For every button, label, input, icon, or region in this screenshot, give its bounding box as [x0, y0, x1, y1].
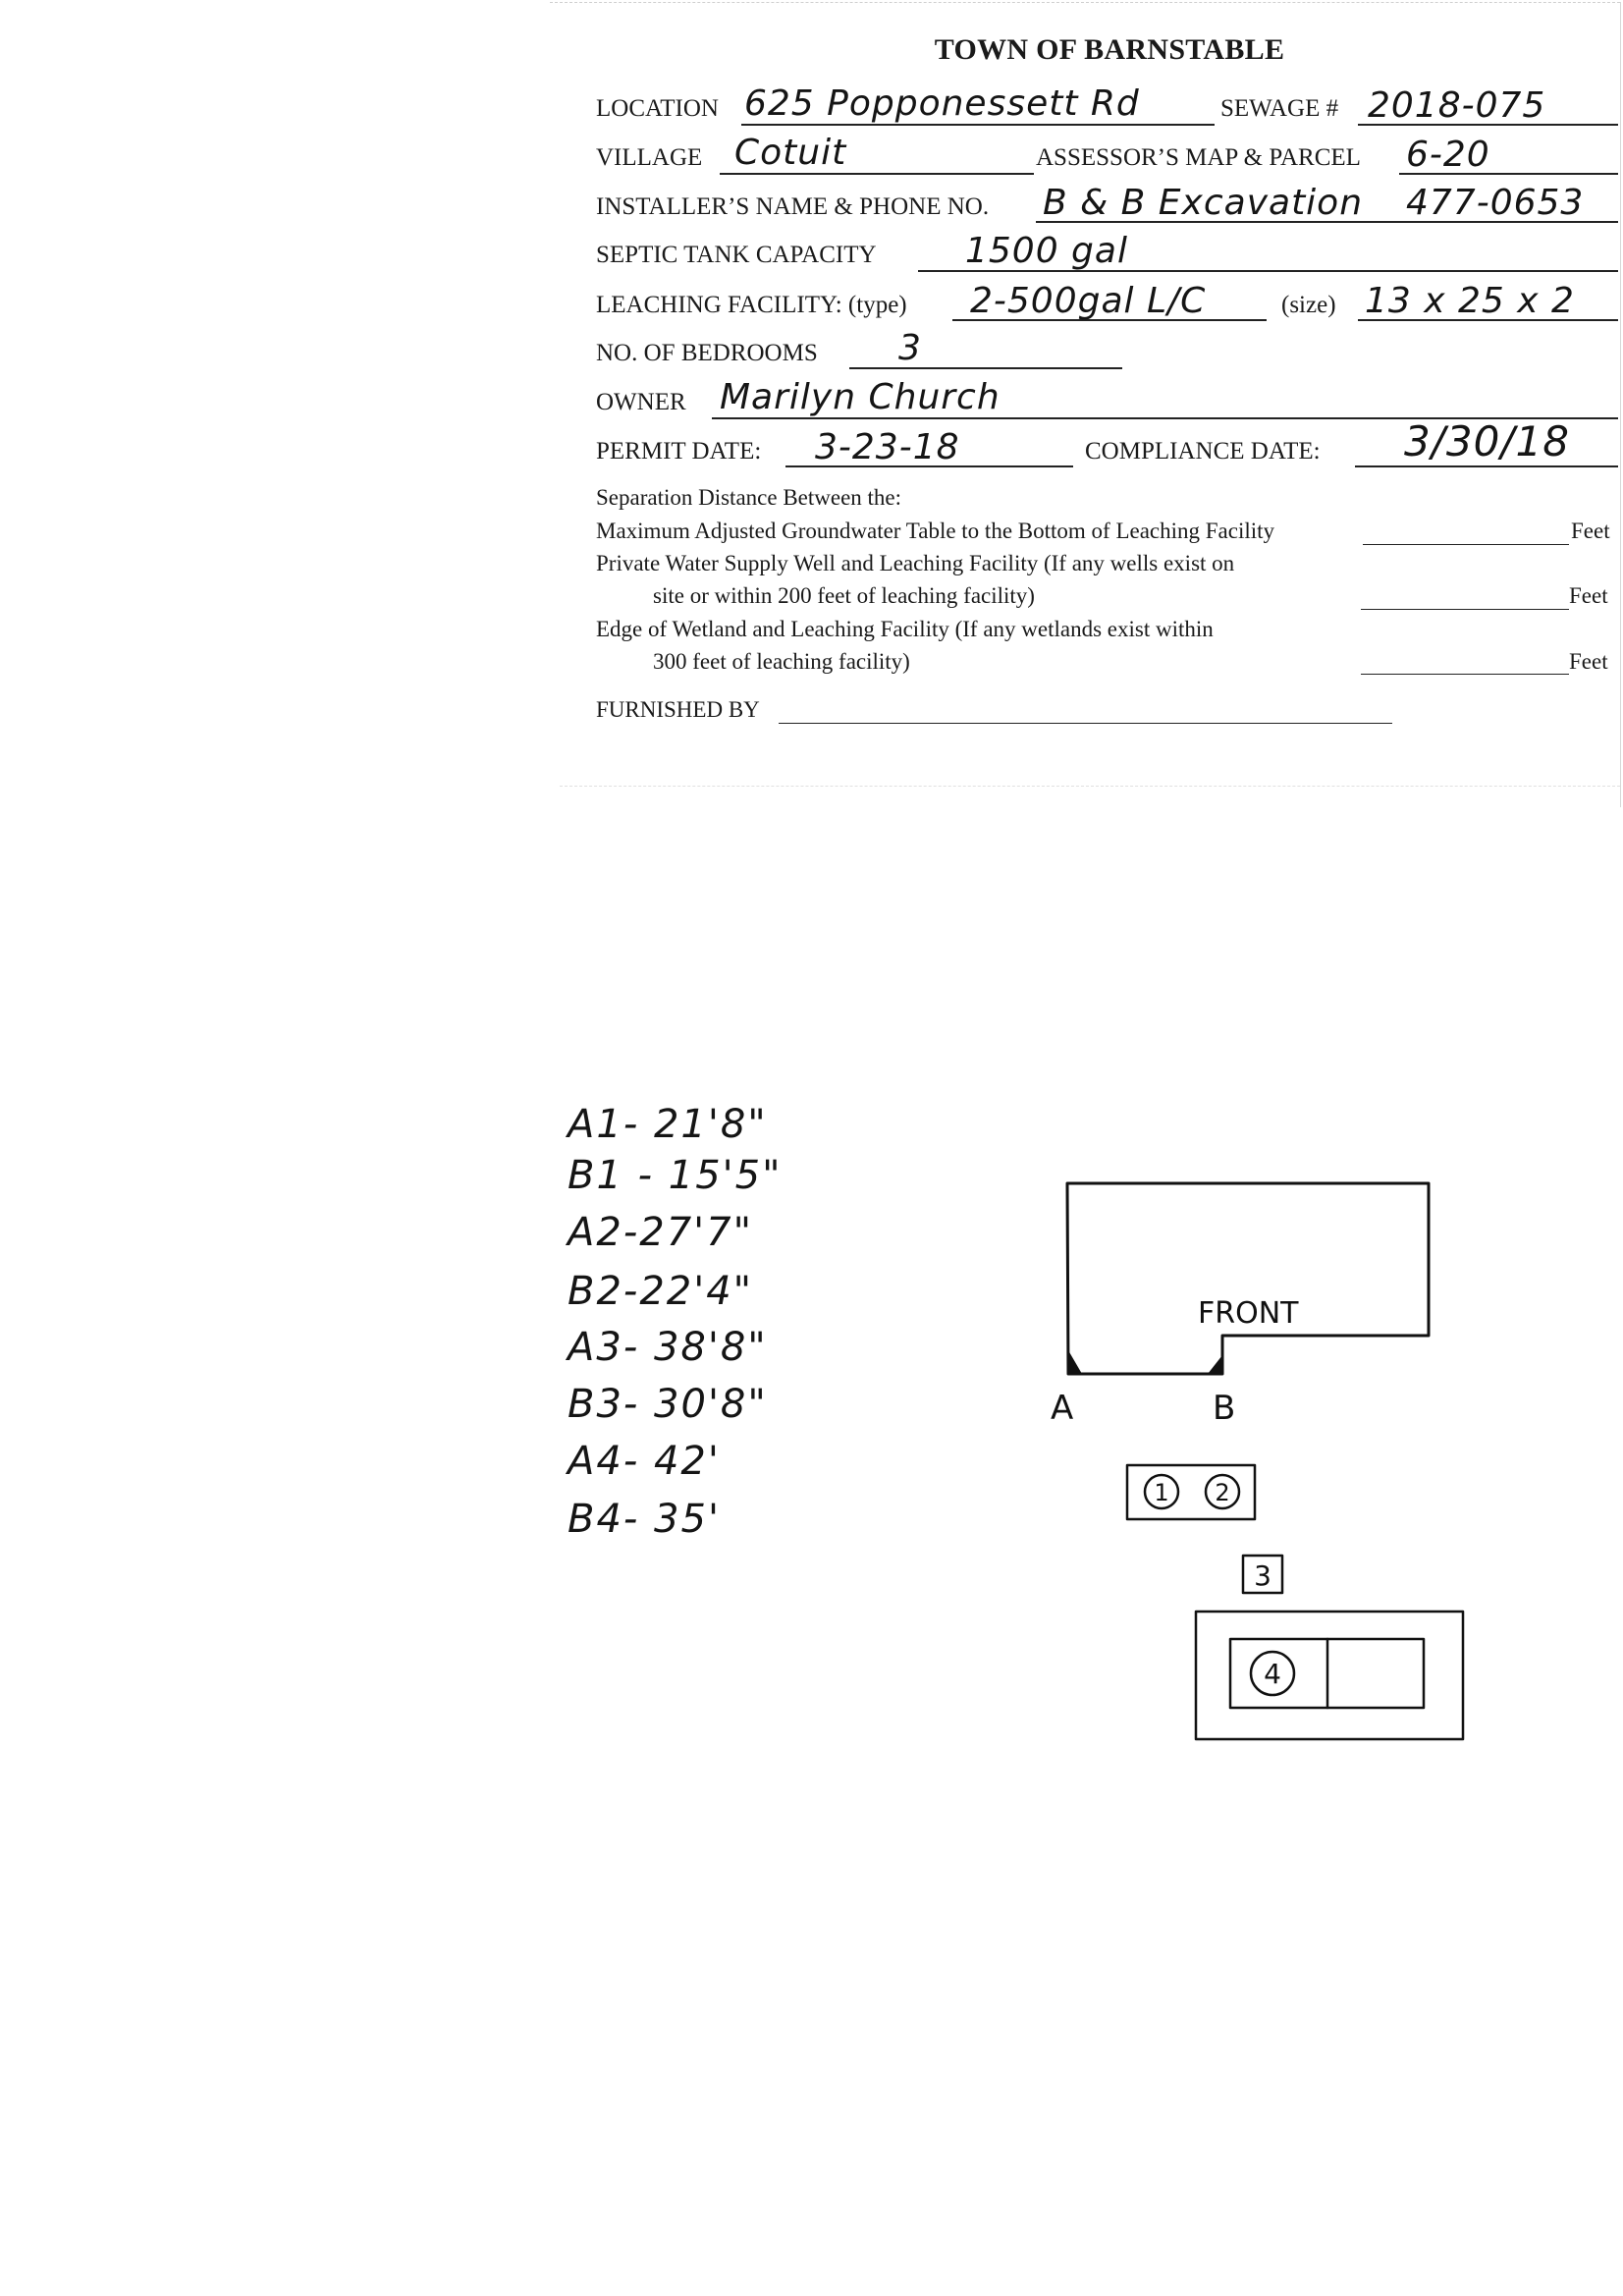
corner-a-mark — [1068, 1350, 1082, 1374]
marker-3-label: 3 — [1254, 1559, 1271, 1592]
furnished-line — [779, 723, 1392, 724]
size-label: (size) — [1281, 292, 1336, 318]
measurement-b3: B3- 30'8" — [568, 1382, 768, 1427]
groundwater-line — [1363, 544, 1569, 545]
tank-value: 1500 gal — [965, 231, 1128, 271]
wetland-line — [1361, 674, 1569, 675]
installer-label: INSTALLER’S NAME & PHONE NO. — [596, 193, 990, 220]
assessor-value: 6-20 — [1406, 135, 1490, 175]
site-sketch-drawing — [1021, 1154, 1492, 1753]
compliance-label: COMPLIANCE DATE: — [1085, 438, 1321, 465]
bedrooms-value: 3 — [898, 328, 922, 368]
marker-1-label: 1 — [1154, 1479, 1169, 1506]
size-value: 13 x 25 x 2 — [1365, 281, 1575, 321]
sewage-value: 2018-075 — [1368, 85, 1546, 126]
tank-label: SEPTIC TANK CAPACITY — [596, 242, 877, 268]
permit-label: PERMIT DATE: — [596, 438, 762, 465]
village-value: Cotuit — [734, 133, 847, 173]
well-text-1: Private Water Supply Well and Leaching Facility (If any wells exist on — [596, 551, 1235, 575]
wetland-text-2: 300 feet of leaching facility) — [653, 649, 910, 674]
page-title: TOWN OF BARNSTABLE — [934, 33, 1285, 66]
compliance-line — [1355, 465, 1618, 467]
well-feet: Feet — [1569, 583, 1608, 608]
owner-label: OWNER — [596, 389, 686, 415]
point-b-label: B — [1213, 1389, 1236, 1428]
installer-phone: 477-0653 — [1406, 183, 1585, 223]
groundwater-feet: Feet — [1571, 519, 1610, 543]
owner-value: Marilyn Church — [720, 377, 1001, 417]
sewage-label: SEWAGE # — [1220, 95, 1339, 122]
furnished-label: FURNISHED BY — [596, 697, 760, 722]
bedrooms-label: NO. OF BEDROOMS — [596, 340, 818, 366]
tank-box — [1127, 1465, 1255, 1519]
marker-2-label: 2 — [1215, 1479, 1230, 1506]
site-sketch — [1021, 1154, 1492, 1753]
leaching-type: 2-500gal L/C — [970, 281, 1207, 321]
wetland-feet: Feet — [1569, 649, 1608, 674]
measurement-b1: B1 - 15'5" — [568, 1153, 783, 1198]
corner-b-mark — [1208, 1355, 1222, 1374]
measurement-a1: A1- 21'8" — [568, 1102, 768, 1147]
village-line — [720, 173, 1034, 175]
measurement-a2: A2-27'7" — [568, 1210, 753, 1255]
permit-value: 3-23-18 — [815, 427, 960, 467]
village-label: VILLAGE — [596, 144, 703, 171]
house-outline — [1067, 1183, 1429, 1374]
scan-edge-top — [550, 2, 1620, 3]
groundwater-text: Maximum Adjusted Groundwater Table to the Bottom of Leaching Facility — [596, 519, 1275, 543]
leaching-label: LEACHING FACILITY: (type) — [596, 292, 907, 318]
assessor-label: ASSESSOR’S MAP & PARCEL — [1036, 144, 1361, 171]
location-value: 625 Popponessett Rd — [744, 83, 1140, 124]
point-a-label: A — [1051, 1389, 1074, 1428]
well-line — [1361, 609, 1569, 610]
location-line — [741, 124, 1215, 126]
wetland-text-1: Edge of Wetland and Leaching Facility (If any wetlands exist within — [596, 617, 1214, 641]
installer-name: B & B Excavation — [1043, 183, 1364, 223]
measurement-b4: B4- 35' — [568, 1497, 721, 1542]
location-label: LOCATION — [596, 95, 719, 122]
measurement-a3: A3- 38'8" — [568, 1325, 768, 1370]
marker-4-label: 4 — [1264, 1658, 1281, 1690]
well-text-2: site or within 200 feet of leaching facility) — [653, 583, 1035, 608]
separation-heading: Separation Distance Between the: — [596, 485, 902, 510]
measurement-a4: A4- 42' — [568, 1439, 721, 1484]
compliance-value: 3/30/18 — [1404, 417, 1570, 465]
form-bottom-edge — [560, 786, 1620, 787]
bedrooms-line — [849, 367, 1122, 369]
front-label: FRONT — [1198, 1296, 1299, 1331]
scan-edge-right — [1620, 2, 1621, 807]
measurement-b2: B2-22'4" — [568, 1269, 754, 1314]
